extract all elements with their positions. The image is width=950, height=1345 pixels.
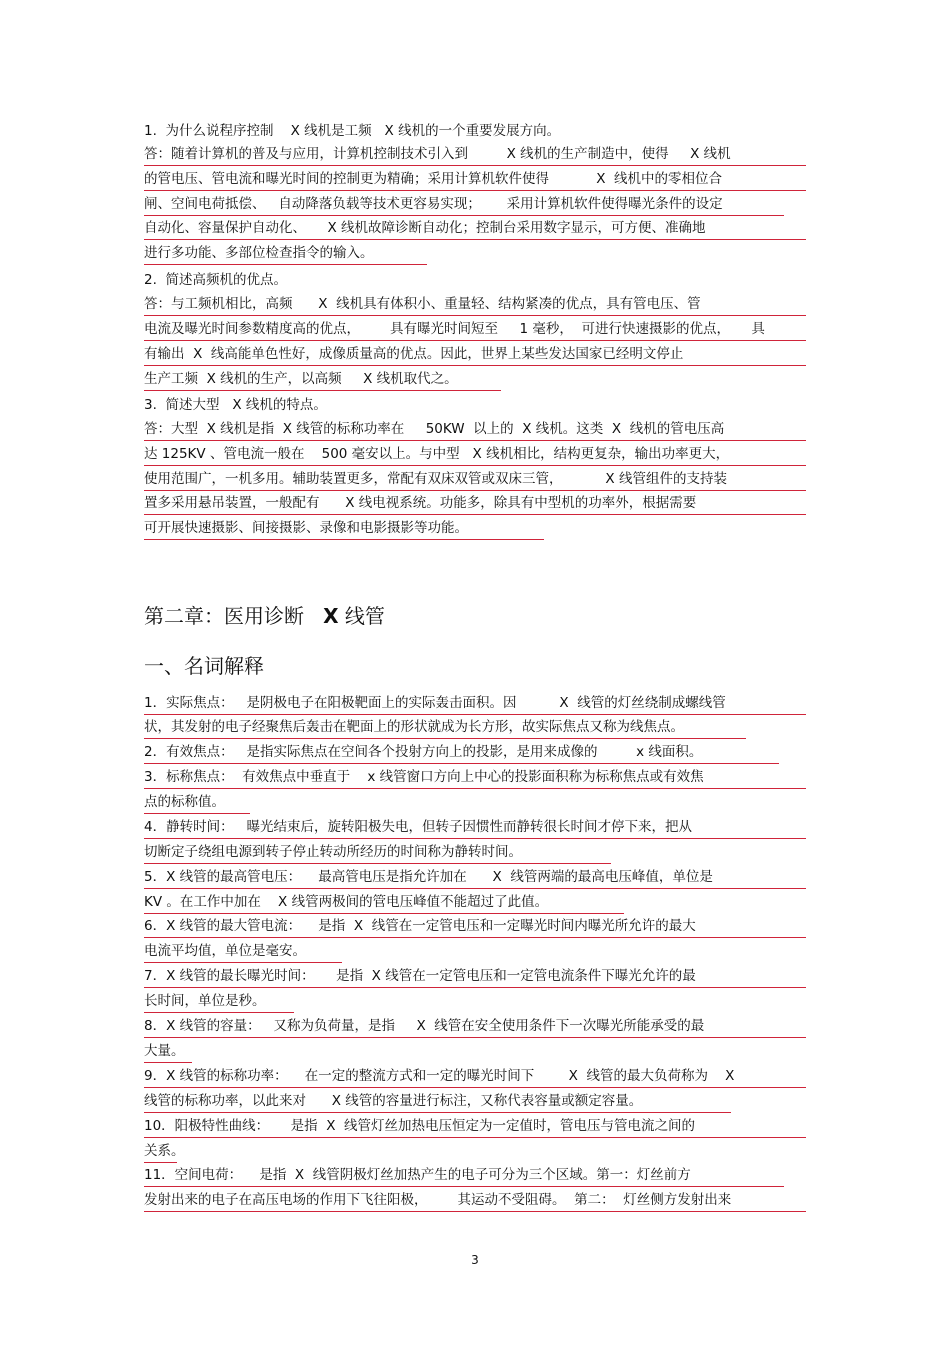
definition-line: 8．X 线管的容量： 又称为负荷量，是指 X 线管在安全使用条件下一次曝光所能承受的最 (144, 1017, 806, 1038)
answer-2-line-3: 有输出 X 线高能单色性好，成像质量高的优点。因此，世界上某些发达国家已经明文停止 (144, 345, 806, 366)
definition-line: 9．X 线管的标称功率： 在一定的整流方式和一定的曝光时间下 X 线管的最大负荷称为 X (144, 1067, 806, 1088)
answer-3-line-1: 答：大型 X 线机是指 X 线管的标称功率在 50KW 以上的 X 线机。这类 X 线机的管电压高 (144, 420, 806, 441)
definition-line: 6．X 线管的最大管电流： 是指 X 线管在一定管电压和一定曝光时间内曝光所允许的最大 (144, 917, 806, 938)
definition-line: 电流平均值，单位是毫安。 (144, 942, 342, 963)
answer-3-line-4: 置多采用悬吊装置，一般配有 X 线电视系统。功能多，除具有中型机的功率外，根据需要 (144, 494, 806, 515)
answer-2-line-1: 答：与工频机相比，高频 X 线机具有体积小、重量轻、结构紧凑的优点，具有管电压、管 (144, 295, 806, 316)
definition-line: 3．标称焦点： 有效焦点中垂直于 x 线管窗口方向上中心的投影面积称为标称焦点或有效焦 (144, 768, 806, 789)
definition-line: 5．X 线管的最高管电压： 最高管电压是指允许加在 X 线管两端的最高电压峰值，单位是 (144, 868, 806, 889)
answer-1-line-1: 答：随着计算机的普及与应用，计算机控制技术引入到 X 线机的生产制造中，使得 X 线机 (144, 145, 806, 166)
question-1: 1. 为什么说程序控制 X 线机是工频 X 线机的一个重要发展方向。 (144, 123, 561, 139)
answer-3-line-5: 可开展快速摄影、间接摄影、录像和电影摄影等功能。 (144, 519, 544, 540)
definition-line: 1．实际焦点： 是阴极电子在阳极靶面上的实际轰击面积。因 X 线管的灯丝绕制成螺线管 (144, 694, 806, 715)
answer-1-line-5: 进行多功能、多部位检查指令的输入。 (144, 244, 427, 265)
chapter-title (144, 603, 385, 629)
definition-line: 发射出来的电子在高压电场的作用下飞往阳极， 其运动不受阻碍。 第二： 灯丝侧方发射出来 (144, 1191, 806, 1212)
definition-line: 11．空间电荷： 是指 X 线管阴极灯丝加热产生的电子可分为三个区域。第一：灯丝前方 (144, 1166, 784, 1187)
section-title: 一、名词解释 (144, 654, 264, 678)
definition-line: 4．静转时间： 曝光结束后，旋转阳极失电，但转子因惯性而静转很长时间才停下来，把从 (144, 818, 806, 839)
page-number: 3 (471, 1253, 479, 1267)
answer-2-line-2: 电流及曝光时间参数精度高的优点， 具有曝光时间短至 1 毫秒， 可进行快速摄影的优点， 具 (144, 320, 806, 341)
definition-line: 点的标称值。 (144, 793, 250, 814)
definition-line: 线管的标称功率，以此来对 X 线管的容量进行标注，又称代表容量或额定容量。 (144, 1092, 731, 1113)
chapter-title-text-1: 第二章：医用诊断 (144, 604, 324, 628)
answer-1-line-4: 自动化、容量保护自动化、 X 线机故障诊断自动化；控制台采用数字显示，可方便、准确地 (144, 219, 806, 240)
definition-line: 长时间，单位是秒。 (144, 992, 294, 1013)
chapter-title-text-2: 线管 (338, 604, 385, 628)
answer-1-line-2: 的管电压、管电流和曝光时间的控制更为精确；采用计算机软件使得 X 线机中的零相位合 (144, 170, 806, 191)
definition-line: KV 。在工作中加在 X 线管两极间的管电压峰值不能超过了此值。 (144, 893, 624, 914)
definition-line: 2．有效焦点： 是指实际焦点在空间各个投射方向上的投影，是用来成像的 x 线面积。 (144, 743, 779, 764)
answer-3-line-3: 使用范围广，一机多用。辅助装置更多，常配有双床双管或双床三管， X 线管组件的支持装 (144, 470, 806, 491)
definition-line: 大量。 (144, 1042, 192, 1063)
question-2: 2. 简述高频机的优点。 (144, 272, 287, 288)
answer-3-line-2: 达 125KV 、管电流一般在 500 毫安以上。与中型 X 线机相比，结构更复杂，输出功率更大， (144, 445, 806, 466)
definition-line: 切断定子绕组电源到转子停止转动所经历的时间称为静转时间。 (144, 843, 611, 864)
question-3: 3. 简述大型 X 线机的特点。 (144, 397, 327, 413)
chapter-title-x: X (323, 604, 339, 628)
definition-line: 状，其发射的电子经聚焦后轰击在靶面上的形状就成为长方形，故实际焦点又称为线焦点。 (144, 718, 746, 739)
definition-line: 10．阳极特性曲线： 是指 X 线管灯丝加热电压恒定为一定值时，管电压与管电流之间的 (144, 1117, 806, 1138)
definition-line: 关系。 (144, 1142, 177, 1163)
definition-line: 7．X 线管的最长曝光时间： 是指 X 线管在一定管电压和一定管电流条件下曝光允许的最 (144, 967, 806, 988)
answer-2-line-4: 生产工频 X 线机的生产，以高频 X 线机取代之。 (144, 370, 501, 391)
answer-1-line-3: 闸、空间电荷抵偿、 自动降落负载等技术更容易实现； 采用计算机软件使得曝光条件的设定 (144, 195, 784, 216)
